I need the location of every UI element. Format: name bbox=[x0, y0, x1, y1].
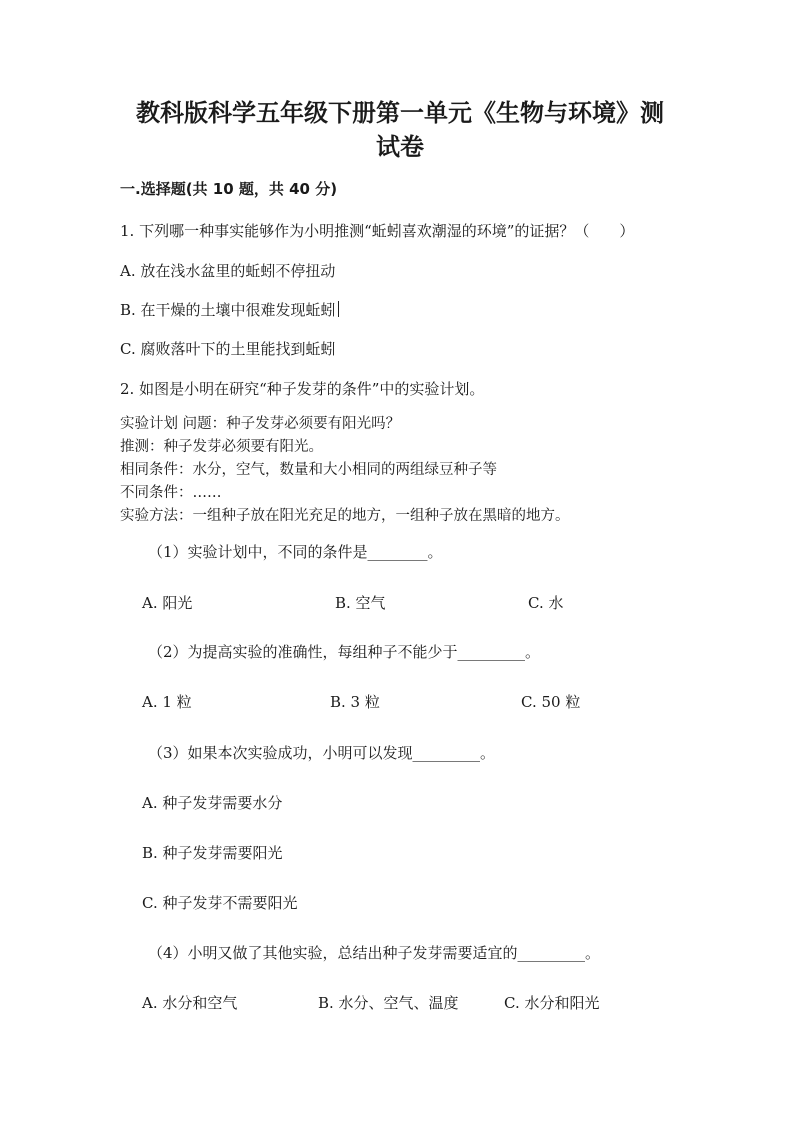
plan-line-4: 不同条件：…… bbox=[120, 485, 222, 501]
page-title bbox=[120, 96, 680, 164]
question-2-stem: 2. 如图是小明在研究“种子发芽的条件”中的实验计划。 bbox=[120, 380, 485, 398]
question-1-stem: 1. 下列哪一种事实能够作为小明推测“蚯蚓喜欢潮湿的环境”的证据？（ ） bbox=[120, 222, 635, 240]
plan-line-1: 实验计划 问题：种子发芽必须要有阳光吗？ bbox=[120, 416, 401, 432]
sub-question-1: （1）实验计划中，不同的条件是________。 bbox=[148, 543, 443, 561]
question-1-option-a: A. 放在浅水盆里的蚯蚓不停扭动 bbox=[120, 262, 336, 280]
experiment-plan bbox=[120, 413, 570, 528]
sub-question-4-option-c: C. 水分和阳光 bbox=[504, 994, 600, 1012]
sub-question-3-option-b: B. 种子发芽需要阳光 bbox=[142, 844, 283, 862]
sub-question-4-option-b: B. 水分、空气、温度 bbox=[318, 994, 459, 1012]
sub-question-2: （2）为提高实验的准确性，每组种子不能少于_________。 bbox=[148, 643, 541, 661]
title-line-1: 教科版科学五年级下册第一单元《生物与环境》测 bbox=[136, 99, 664, 127]
plan-line-5: 实验方法：一组种子放在阳光充足的地方，一组种子放在黑暗的地方。 bbox=[120, 508, 570, 524]
sub-question-3-option-c: C. 种子发芽不需要阳光 bbox=[142, 894, 298, 912]
sub-question-3-option-a: A. 种子发芽需要水分 bbox=[142, 794, 283, 812]
question-1-option-b bbox=[120, 299, 339, 320]
sub-question-1-option-a: A. 阳光 bbox=[142, 594, 193, 612]
sub-question-3: （3）如果本次实验成功，小明可以发现_________。 bbox=[148, 744, 496, 762]
question-1-option-b-text: B. 在干燥的土壤中很难发现蚯蚓 bbox=[120, 301, 336, 319]
question-1-option-c: C. 腐败落叶下的土里能找到蚯蚓 bbox=[120, 340, 336, 358]
section-heading: 一.选择题(共 10 题，共 40 分) bbox=[120, 180, 338, 198]
sub-question-4-option-a: A. 水分和空气 bbox=[142, 994, 238, 1012]
sub-question-2-option-b: B. 3 粒 bbox=[330, 693, 380, 711]
title-line-2: 试卷 bbox=[376, 133, 424, 161]
plan-line-3: 相同条件：水分，空气，数量和大小相同的两组绿豆种子等 bbox=[120, 462, 497, 478]
text-cursor bbox=[338, 301, 339, 317]
sub-question-2-option-a: A. 1 粒 bbox=[142, 693, 192, 711]
sub-question-4: （4）小明又做了其他实验，总结出种子发芽需要适宜的_________。 bbox=[148, 944, 601, 962]
plan-line-2: 推测：种子发芽必须要有阳光。 bbox=[120, 439, 323, 455]
sub-question-1-option-b: B. 空气 bbox=[335, 594, 386, 612]
sub-question-1-option-c: C. 水 bbox=[528, 594, 564, 612]
sub-question-2-option-c: C. 50 粒 bbox=[521, 693, 581, 711]
